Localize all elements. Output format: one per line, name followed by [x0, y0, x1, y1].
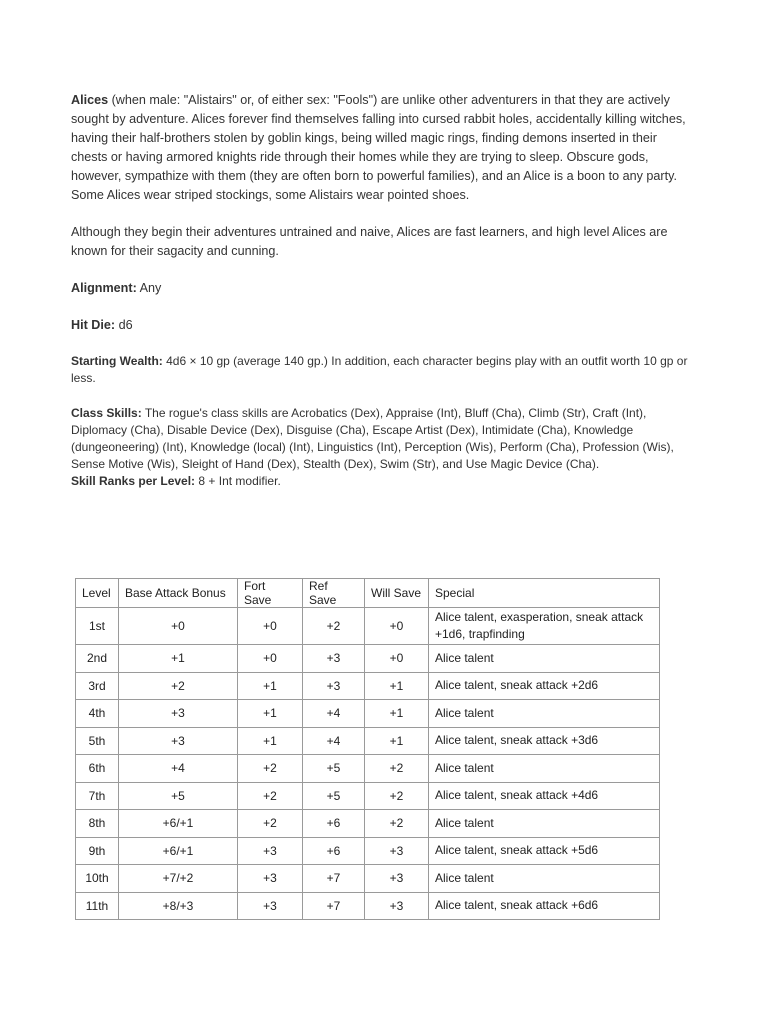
cell-ref: +7 — [303, 892, 365, 920]
class-progression-table — [75, 578, 660, 920]
cell-special: Alice talent, sneak attack +5d6 — [429, 837, 660, 865]
cell-will: +1 — [365, 672, 429, 700]
intro-text: (when male: "Alistairs" or, of either sex: "Fools") are unlike other adventurers in that they are actively sought by adventure. Alices forever find themselves falling into cursed rabbit holes, accidentally killing witches, having their half-brothers stolen by goblin kings, being willed magic rings, finding demons inserted in their chests or having armored knights ride through their homes while they are trying to sleep. Obscure gods, however, sympathize with them (they are often born to powerful families), and an Alice is a boon to any party. Some Alices wear striped stockings, some Alistairs wear pointed shoes. — [71, 93, 686, 202]
starting-wealth-line — [71, 353, 696, 387]
header-will-save: Will Save — [365, 579, 429, 608]
learning-paragraph: Although they begin their adventures untrained and naive, Alices are fast learners, and high level Alices are known for their sagacity and cunning. — [71, 225, 668, 258]
cell-ref: +7 — [303, 865, 365, 893]
cell-level: 11th — [76, 892, 119, 920]
cell-bab: +8/+3 — [119, 892, 238, 920]
starting-wealth-value: 4d6 × 10 gp (average 140 gp.) In addition, each character begins play with an outfit worth 10 gp or less. — [71, 354, 688, 385]
cell-will: +3 — [365, 865, 429, 893]
cell-special: Alice talent, sneak attack +6d6 — [429, 892, 660, 920]
cell-will: +0 — [365, 608, 429, 645]
table-row — [76, 608, 660, 645]
cell-level: 4th — [76, 700, 119, 728]
header-level: Level — [76, 579, 119, 608]
cell-fort: +2 — [238, 755, 303, 783]
cell-level: 1st — [76, 608, 119, 645]
cell-ref: +2 — [303, 608, 365, 645]
alignment-line — [71, 279, 696, 298]
cell-bab: +3 — [119, 727, 238, 755]
table-header-row — [76, 579, 660, 608]
cell-ref: +6 — [303, 837, 365, 865]
cell-will: +1 — [365, 700, 429, 728]
table-row — [76, 892, 660, 920]
cell-fort: +0 — [238, 608, 303, 645]
cell-will: +2 — [365, 755, 429, 783]
cell-will: +1 — [365, 727, 429, 755]
alignment-label: Alignment: — [71, 281, 137, 295]
cell-special: Alice talent — [429, 700, 660, 728]
cell-level: 5th — [76, 727, 119, 755]
cell-will: +2 — [365, 810, 429, 838]
cell-ref: +3 — [303, 672, 365, 700]
cell-will: +2 — [365, 782, 429, 810]
table-row — [76, 727, 660, 755]
class-skills-value: The rogue's class skills are Acrobatics (Dex), Appraise (Int), Bluff (Cha), Climb (Str), Craft (Int), Diplomacy (Cha), Disable Device (Dex), Disguise (Cha), Escape Artist (Dex), Intimidate (Cha), Knowledge (dungeoneering) (Int), Knowledge (local) (Int), Linguistics (Int), Perception (Wis), Perform (Cha), Profession (Wis), Sense Motive (Wis), Sleight of Hand (Dex), Stealth (Dex), Swim (Str), and Use Magic Device (Cha). — [71, 406, 674, 471]
header-fort-save: Fort Save — [238, 579, 303, 608]
table-row — [76, 645, 660, 673]
cell-ref: +6 — [303, 810, 365, 838]
cell-bab: +5 — [119, 782, 238, 810]
cell-special: Alice talent — [429, 645, 660, 673]
table-row — [76, 782, 660, 810]
cell-bab: +3 — [119, 700, 238, 728]
cell-level: 8th — [76, 810, 119, 838]
header-special: Special — [429, 579, 660, 608]
cell-special: Alice talent — [429, 865, 660, 893]
class-name: Alices — [71, 93, 109, 107]
skill-ranks-value: 8 + Int modifier. — [195, 474, 281, 488]
cell-fort: +3 — [238, 837, 303, 865]
alignment-value: Any — [136, 281, 162, 295]
cell-special: Alice talent, sneak attack +3d6 — [429, 727, 660, 755]
cell-fort: +0 — [238, 645, 303, 673]
cell-level: 9th — [76, 837, 119, 865]
intro-paragraph — [71, 91, 696, 205]
starting-wealth-label: Starting Wealth: — [71, 354, 163, 368]
cell-bab: +4 — [119, 755, 238, 783]
table-row — [76, 810, 660, 838]
table-row — [76, 865, 660, 893]
cell-level: 6th — [76, 755, 119, 783]
cell-will: +3 — [365, 837, 429, 865]
cell-bab: +0 — [119, 608, 238, 645]
hit-die-line — [71, 316, 696, 335]
cell-bab: +1 — [119, 645, 238, 673]
class-skills-paragraph — [71, 405, 696, 473]
cell-level: 3rd — [76, 672, 119, 700]
cell-ref: +4 — [303, 700, 365, 728]
cell-bab: +6/+1 — [119, 810, 238, 838]
cell-special: Alice talent, exasperation, sneak attack +1d6, trapfinding — [429, 608, 660, 645]
cell-special: Alice talent, sneak attack +4d6 — [429, 782, 660, 810]
cell-fort: +1 — [238, 672, 303, 700]
cell-fort: +3 — [238, 892, 303, 920]
skill-ranks-label: Skill Ranks per Level: — [71, 474, 196, 488]
cell-special: Alice talent — [429, 810, 660, 838]
cell-level: 7th — [76, 782, 119, 810]
hit-die-label: Hit Die: — [71, 318, 116, 332]
header-ref-save: Ref Save — [303, 579, 365, 608]
cell-ref: +5 — [303, 755, 365, 783]
cell-bab: +2 — [119, 672, 238, 700]
class-skills-label: Class Skills: — [71, 406, 142, 420]
table-row — [76, 755, 660, 783]
cell-fort: +2 — [238, 782, 303, 810]
cell-bab: +7/+2 — [119, 865, 238, 893]
document-body — [71, 91, 696, 490]
cell-fort: +1 — [238, 700, 303, 728]
hit-die-value: d6 — [115, 318, 133, 332]
cell-special: Alice talent — [429, 755, 660, 783]
cell-level: 2nd — [76, 645, 119, 673]
cell-ref: +4 — [303, 727, 365, 755]
cell-will: +3 — [365, 892, 429, 920]
cell-will: +0 — [365, 645, 429, 673]
cell-ref: +3 — [303, 645, 365, 673]
cell-fort: +1 — [238, 727, 303, 755]
cell-fort: +2 — [238, 810, 303, 838]
table-row — [76, 700, 660, 728]
header-base-attack-bonus: Base Attack Bonus — [119, 579, 238, 608]
cell-ref: +5 — [303, 782, 365, 810]
skill-ranks-line — [71, 473, 696, 490]
cell-bab: +6/+1 — [119, 837, 238, 865]
table-row — [76, 837, 660, 865]
cell-fort: +3 — [238, 865, 303, 893]
cell-level: 10th — [76, 865, 119, 893]
cell-special: Alice talent, sneak attack +2d6 — [429, 672, 660, 700]
table-row — [76, 672, 660, 700]
